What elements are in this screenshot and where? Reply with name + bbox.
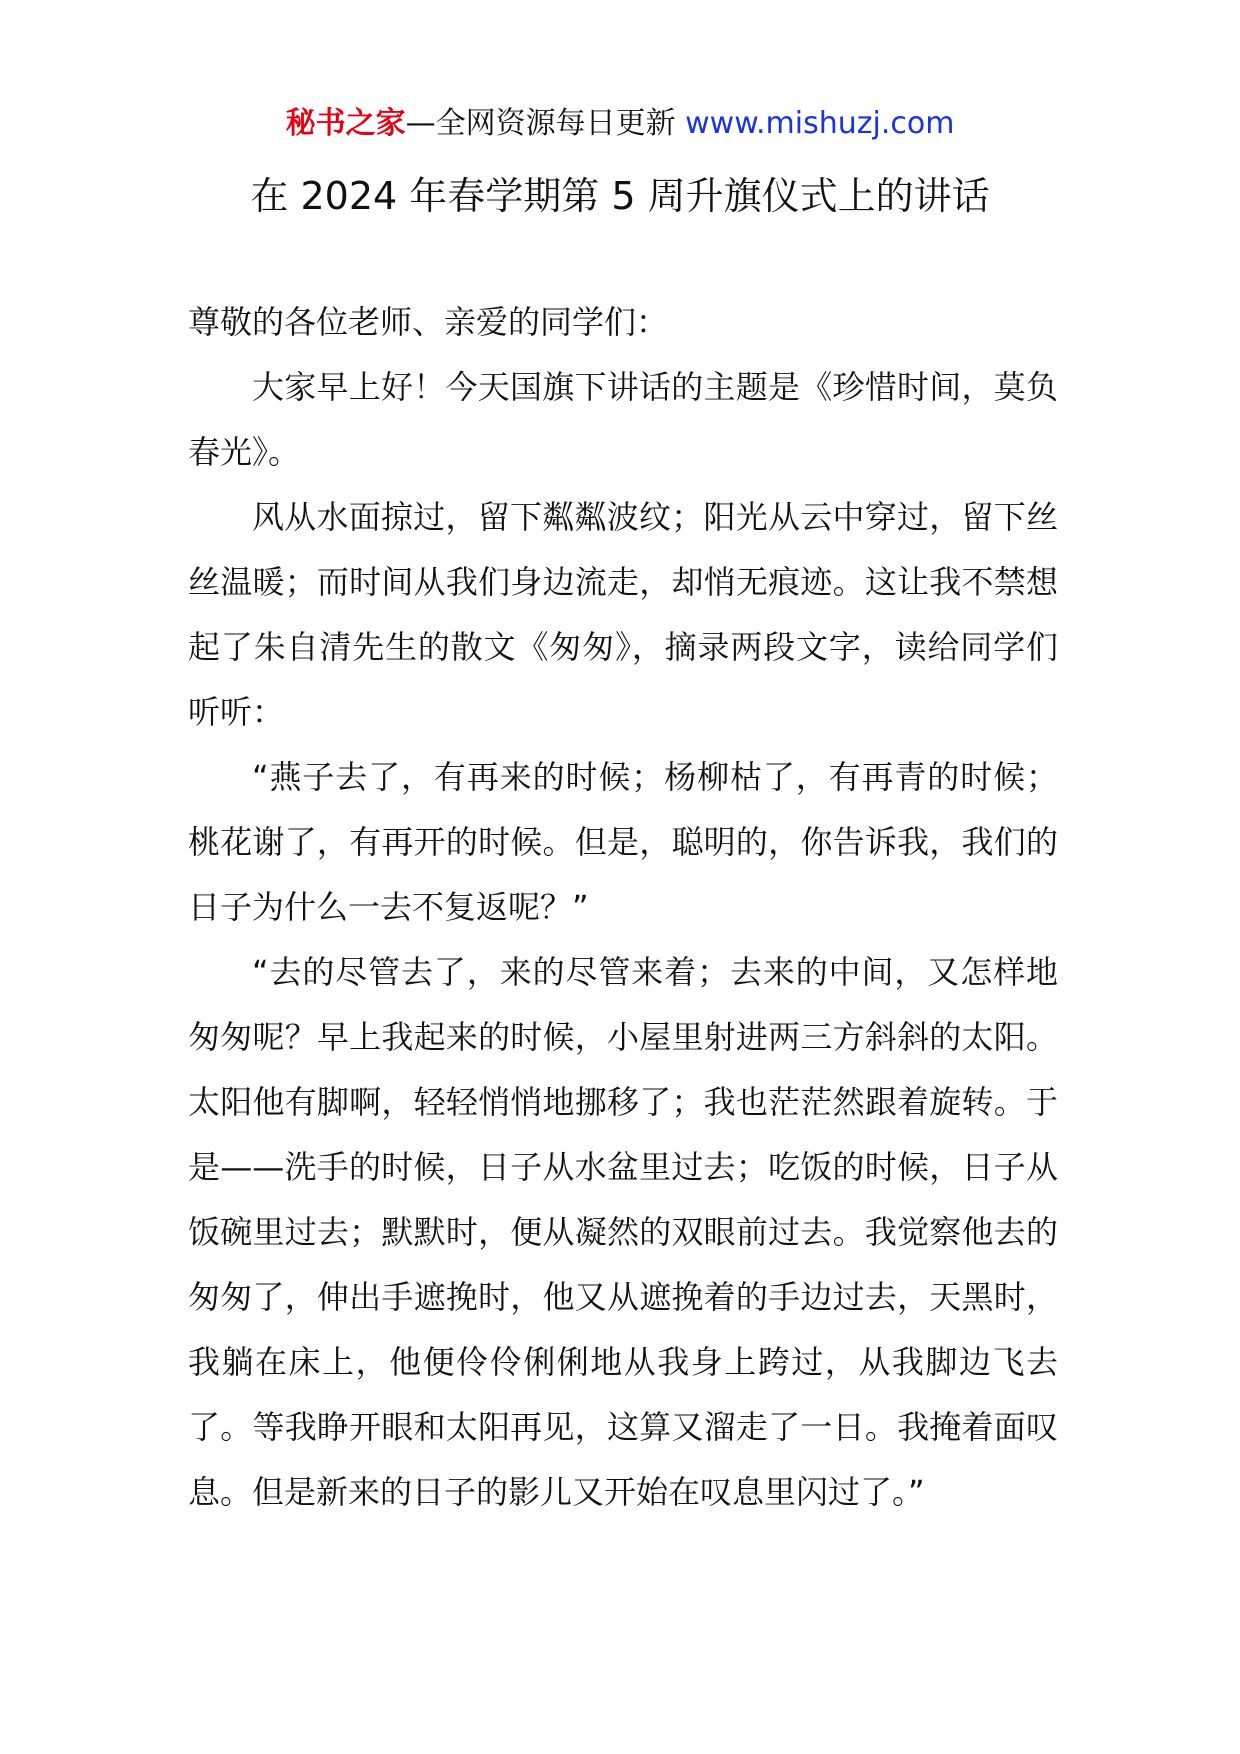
paragraph-quote-1: “燕子去了，有再来的时候；杨柳枯了，有再青的时候；桃花谢了，有再开的时候。但是，聪明的，你告诉我，我们的日子为什么一去不复返呢？” — [188, 758, 1058, 926]
brand-name: 秘书之家 — [285, 106, 406, 141]
paragraph-introduction: 风从水面掠过，留下粼粼波纹；阳光从云中穿过，留下丝丝温暖；而时间从我们身边流走，却悄无痕迹。这让我不禁想起了朱自清先生的散文《匆匆》，摘录两段文字，读给同学们听听： — [188, 498, 1058, 731]
site-url-link[interactable]: www.mishuzj.com — [685, 106, 955, 141]
salutation: 尊敬的各位老师、亲爱的同学们： — [188, 303, 669, 341]
paragraph-quote-2: “去的尽管去了，来的尽管来着；去来的中间，又怎样地匆匆呢？早上我起来的时候，小屋里射进两三方斜斜的太阳。太阳他有脚啊，轻轻悄悄地挪移了；我也茫茫然跟着旋转。于是——洗手的时候，日子从水盆里过去；吃饭的时候，日子从饭碗里过去；默默时，便从凝然的双眼前过去。我觉察他去的匆匆了，伸出手遮挽时，他又从遮挽着的手边过去，天黑时，我躺在床上，他便伶伶俐俐地从我身上跨过，从我脚边飞去了。等我睁开眼和太阳再见，这算又溜走了一日。我掩着面叹息。但是新来的日子的影儿又开始在叹息里闪过了。” — [188, 953, 1058, 1511]
site-banner — [0, 103, 1240, 145]
banner-tagline: —全网资源每日更新 — [405, 106, 676, 141]
document-body — [188, 290, 1058, 1525]
document-title: 在 2024 年春学期第 5 周升旗仪式上的讲话 — [250, 174, 990, 218]
paragraph-greeting: 大家早上好！今天国旗下讲话的主题是《珍惜时间，莫负春光》。 — [188, 368, 1058, 471]
